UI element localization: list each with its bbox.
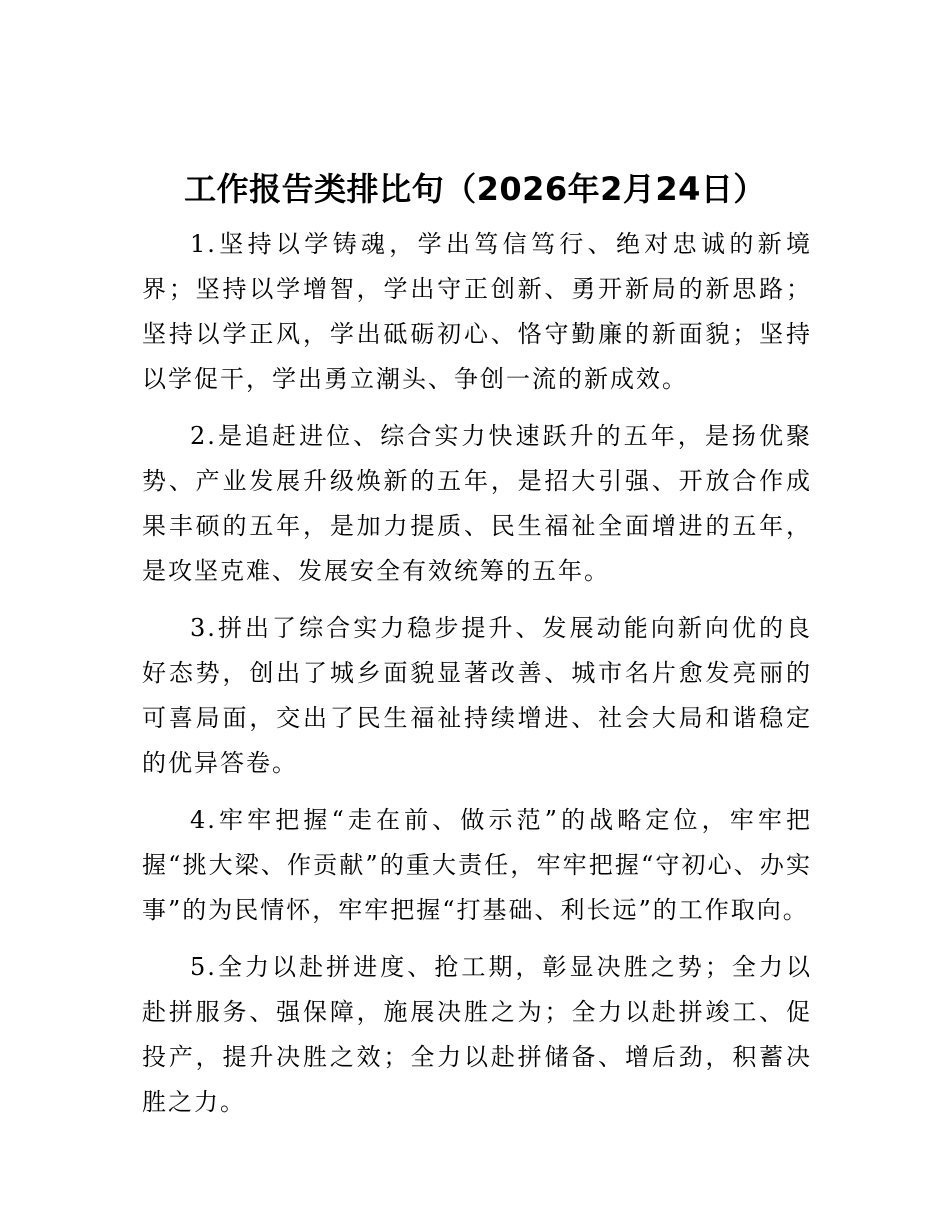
paragraph-2: 2.是追赶进位、综合实力快速跃升的五年，是扬优聚势、产业发展升级焕新的五年，是招大引强、开放合作成果丰硕的五年，是加力提质、民生福祉全面增进的五年，是攻坚克难、发展安全有效统筹的五年。	[142, 422, 812, 585]
paragraph-3: 3.拼出了综合实力稳步提升、发展动能向新向优的良好态势，创出了城乡面貌显著改善、城市名片愈发亮丽的可喜局面，交出了民生福祉持续增进、社会大局和谐稳定的优异答卷。	[142, 614, 812, 777]
paragraph-4: 4.牢牢把握“走在前、做示范”的战略定位，牢牢把握“挑大梁、作贡献”的重大责任，牢牢把握“守初心、办实事”的为民情怀，牢牢把握“打基础、利长远”的工作取向。	[142, 806, 812, 924]
paragraph-1: 1.坚持以学铸魂，学出笃信笃行、绝对忠诚的新境界；坚持以学增智，学出守正创新、勇开新局的新思路；坚持以学正风，学出砥砺初心、恪守勤廉的新面貌；坚持以学促干，学出勇立潮头、争创一流的新成效。	[142, 230, 812, 393]
document-title: 工作报告类排比句（2026年2月24日）	[184, 170, 766, 208]
document-body	[142, 222, 812, 1137]
paragraph-5: 5.全力以赴拼进度、抢工期，彰显决胜之势；全力以赴拼服务、强保障，施展决胜之为；全力以赴拼竣工、促投产，提升决胜之效；全力以赴拼储备、增后劲，积蓄决胜之力。	[142, 953, 812, 1116]
